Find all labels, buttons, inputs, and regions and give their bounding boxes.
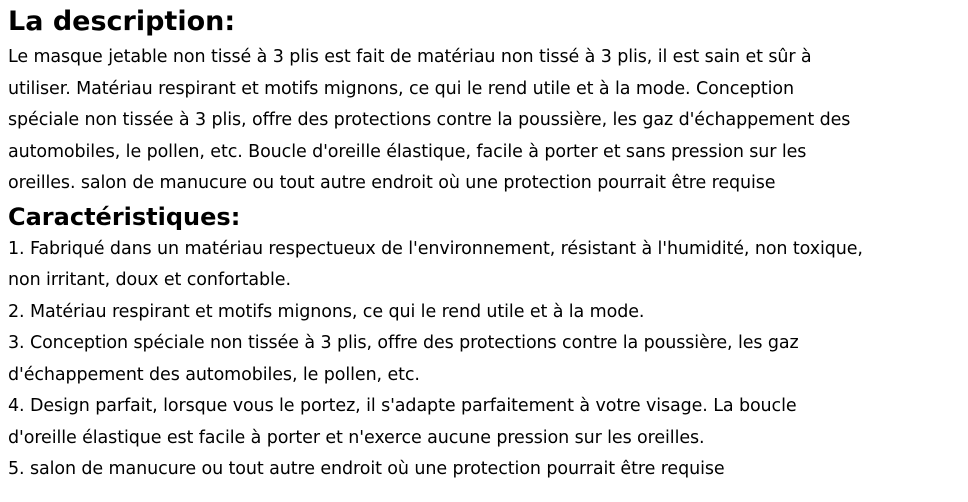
feature-line: 1. Fabriqué dans un matériau respectueux de l'environnement, résistant à l'humidité, non toxique, xyxy=(8,238,863,259)
feature-line: 2. Matériau respirant et motifs mignons, ce qui le rend utile et à la mode. xyxy=(8,301,645,322)
description-heading: La description: xyxy=(8,6,236,37)
feature-line: 5. salon de manucure ou tout autre endroit où une protection pourrait être requise xyxy=(8,459,725,479)
description-line: spéciale non tissée à 3 plis, offre des protections contre la poussière, les gaz d'échappement des xyxy=(8,110,851,130)
feature-line: d'échappement des automobiles, le pollen, etc. xyxy=(8,364,420,385)
description-line: Le masque jetable non tissé à 3 plis est fait de matériau non tissé à 3 plis, il est sain et sûr à xyxy=(8,47,812,67)
feature-line: non irritant, doux et confortable. xyxy=(8,270,291,290)
description-section xyxy=(8,2,964,200)
feature-line: d'oreille élastique est facile à porter et n'exerce aucune pression sur les oreilles. xyxy=(8,427,705,448)
feature-line: 4. Design parfait, lorsque vous le portez, il s'adapte parfaitement à votre visage. La boucle xyxy=(8,396,797,416)
description-line: utiliser. Matériau respirant et motifs mignons, ce qui le rend utile et à la mode. Conception xyxy=(8,78,795,99)
feature-line: 3. Conception spéciale non tissée à 3 plis, offre des protections contre la poussière, les gaz xyxy=(8,333,799,353)
features-heading: Caractéristiques: xyxy=(8,202,241,231)
features-section xyxy=(8,200,964,486)
description-line: automobiles, le pollen, etc. Boucle d'oreille élastique, facile à porter et sans pression sur les xyxy=(8,141,807,162)
description-line: oreilles. salon de manucure ou tout autre endroit où une protection pourrait être requise xyxy=(8,173,776,193)
